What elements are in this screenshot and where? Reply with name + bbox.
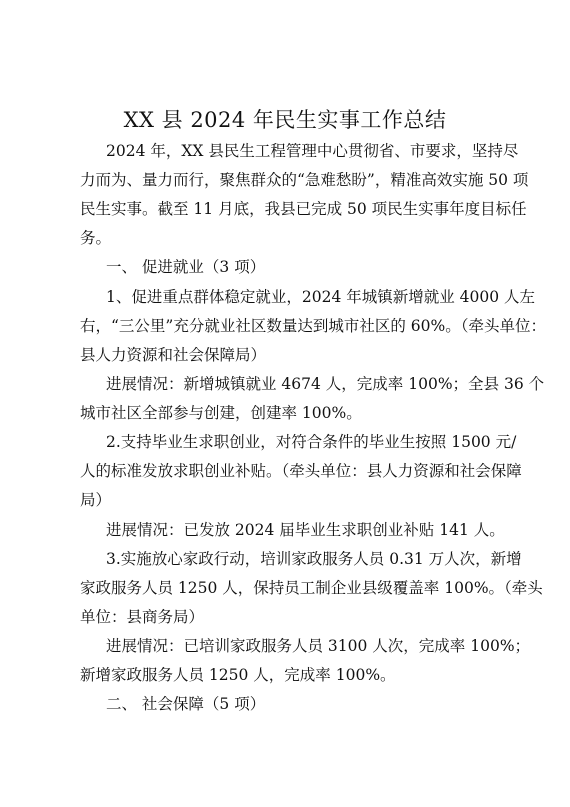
- paragraph-line: 局）: [80, 491, 112, 509]
- paragraph-line: 2024 年，XX 县民生工程管理中心贯彻省、市要求，坚持尽: [106, 142, 519, 160]
- paragraph-line: 家政服务人员 1250 人，保持员工制企业县级覆盖率 100%。（牵头: [80, 579, 543, 597]
- paragraph-line: 进展情况：新增城镇就业 4674 人，完成率 100%；全县 36 个: [106, 375, 545, 393]
- paragraph-line: 进展情况：已发放 2024 届毕业生求职创业补贴 141 人。: [106, 521, 505, 539]
- paragraph-line: 城市社区全部参与创建，创建率 100%。: [80, 404, 362, 422]
- section-heading: 一、 促进就业（3 项）: [106, 258, 266, 276]
- paragraph-line: 务。: [80, 229, 112, 247]
- paragraph-line: 2.支持毕业生求职创业，对符合条件的毕业生按照 1500 元/: [106, 433, 517, 451]
- paragraph-line: 1、促进重点群体稳定就业，2024 年城镇新增就业 4000 人左: [106, 288, 536, 306]
- paragraph-line: 民生实事。截至 11 月底，我县已完成 50 项民生实事年度目标任: [80, 200, 527, 218]
- paragraph-line: 人的标准发放求职创业补贴。（牵头单位：县人力资源和社会保障: [80, 462, 522, 480]
- document-title: XX 县 2024 年民生实事工作总结: [123, 108, 447, 132]
- paragraph-line: 单位：县商务局）: [80, 608, 205, 626]
- section-heading: 二、 社会保障（5 项）: [106, 695, 266, 713]
- paragraph-line: 力而为、量力而行，聚焦群众的“急难愁盼”，精准高效实施 50 项: [80, 171, 529, 189]
- paragraph-line: 新增家政服务人员 1250 人，完成率 100%。: [80, 666, 396, 684]
- paragraph-line: 右，“三公里”充分就业社区数量达到城市社区的 60%。（牵头单位：: [80, 317, 546, 335]
- paragraph-line: 进展情况：已培训家政服务人员 3100 人次，完成率 100%；: [106, 637, 531, 655]
- paragraph-line: 县人力资源和社会保障局）: [80, 346, 267, 364]
- paragraph-line: 3.实施放心家政行动，培训家政服务人员 0.31 万人次，新增: [106, 550, 522, 568]
